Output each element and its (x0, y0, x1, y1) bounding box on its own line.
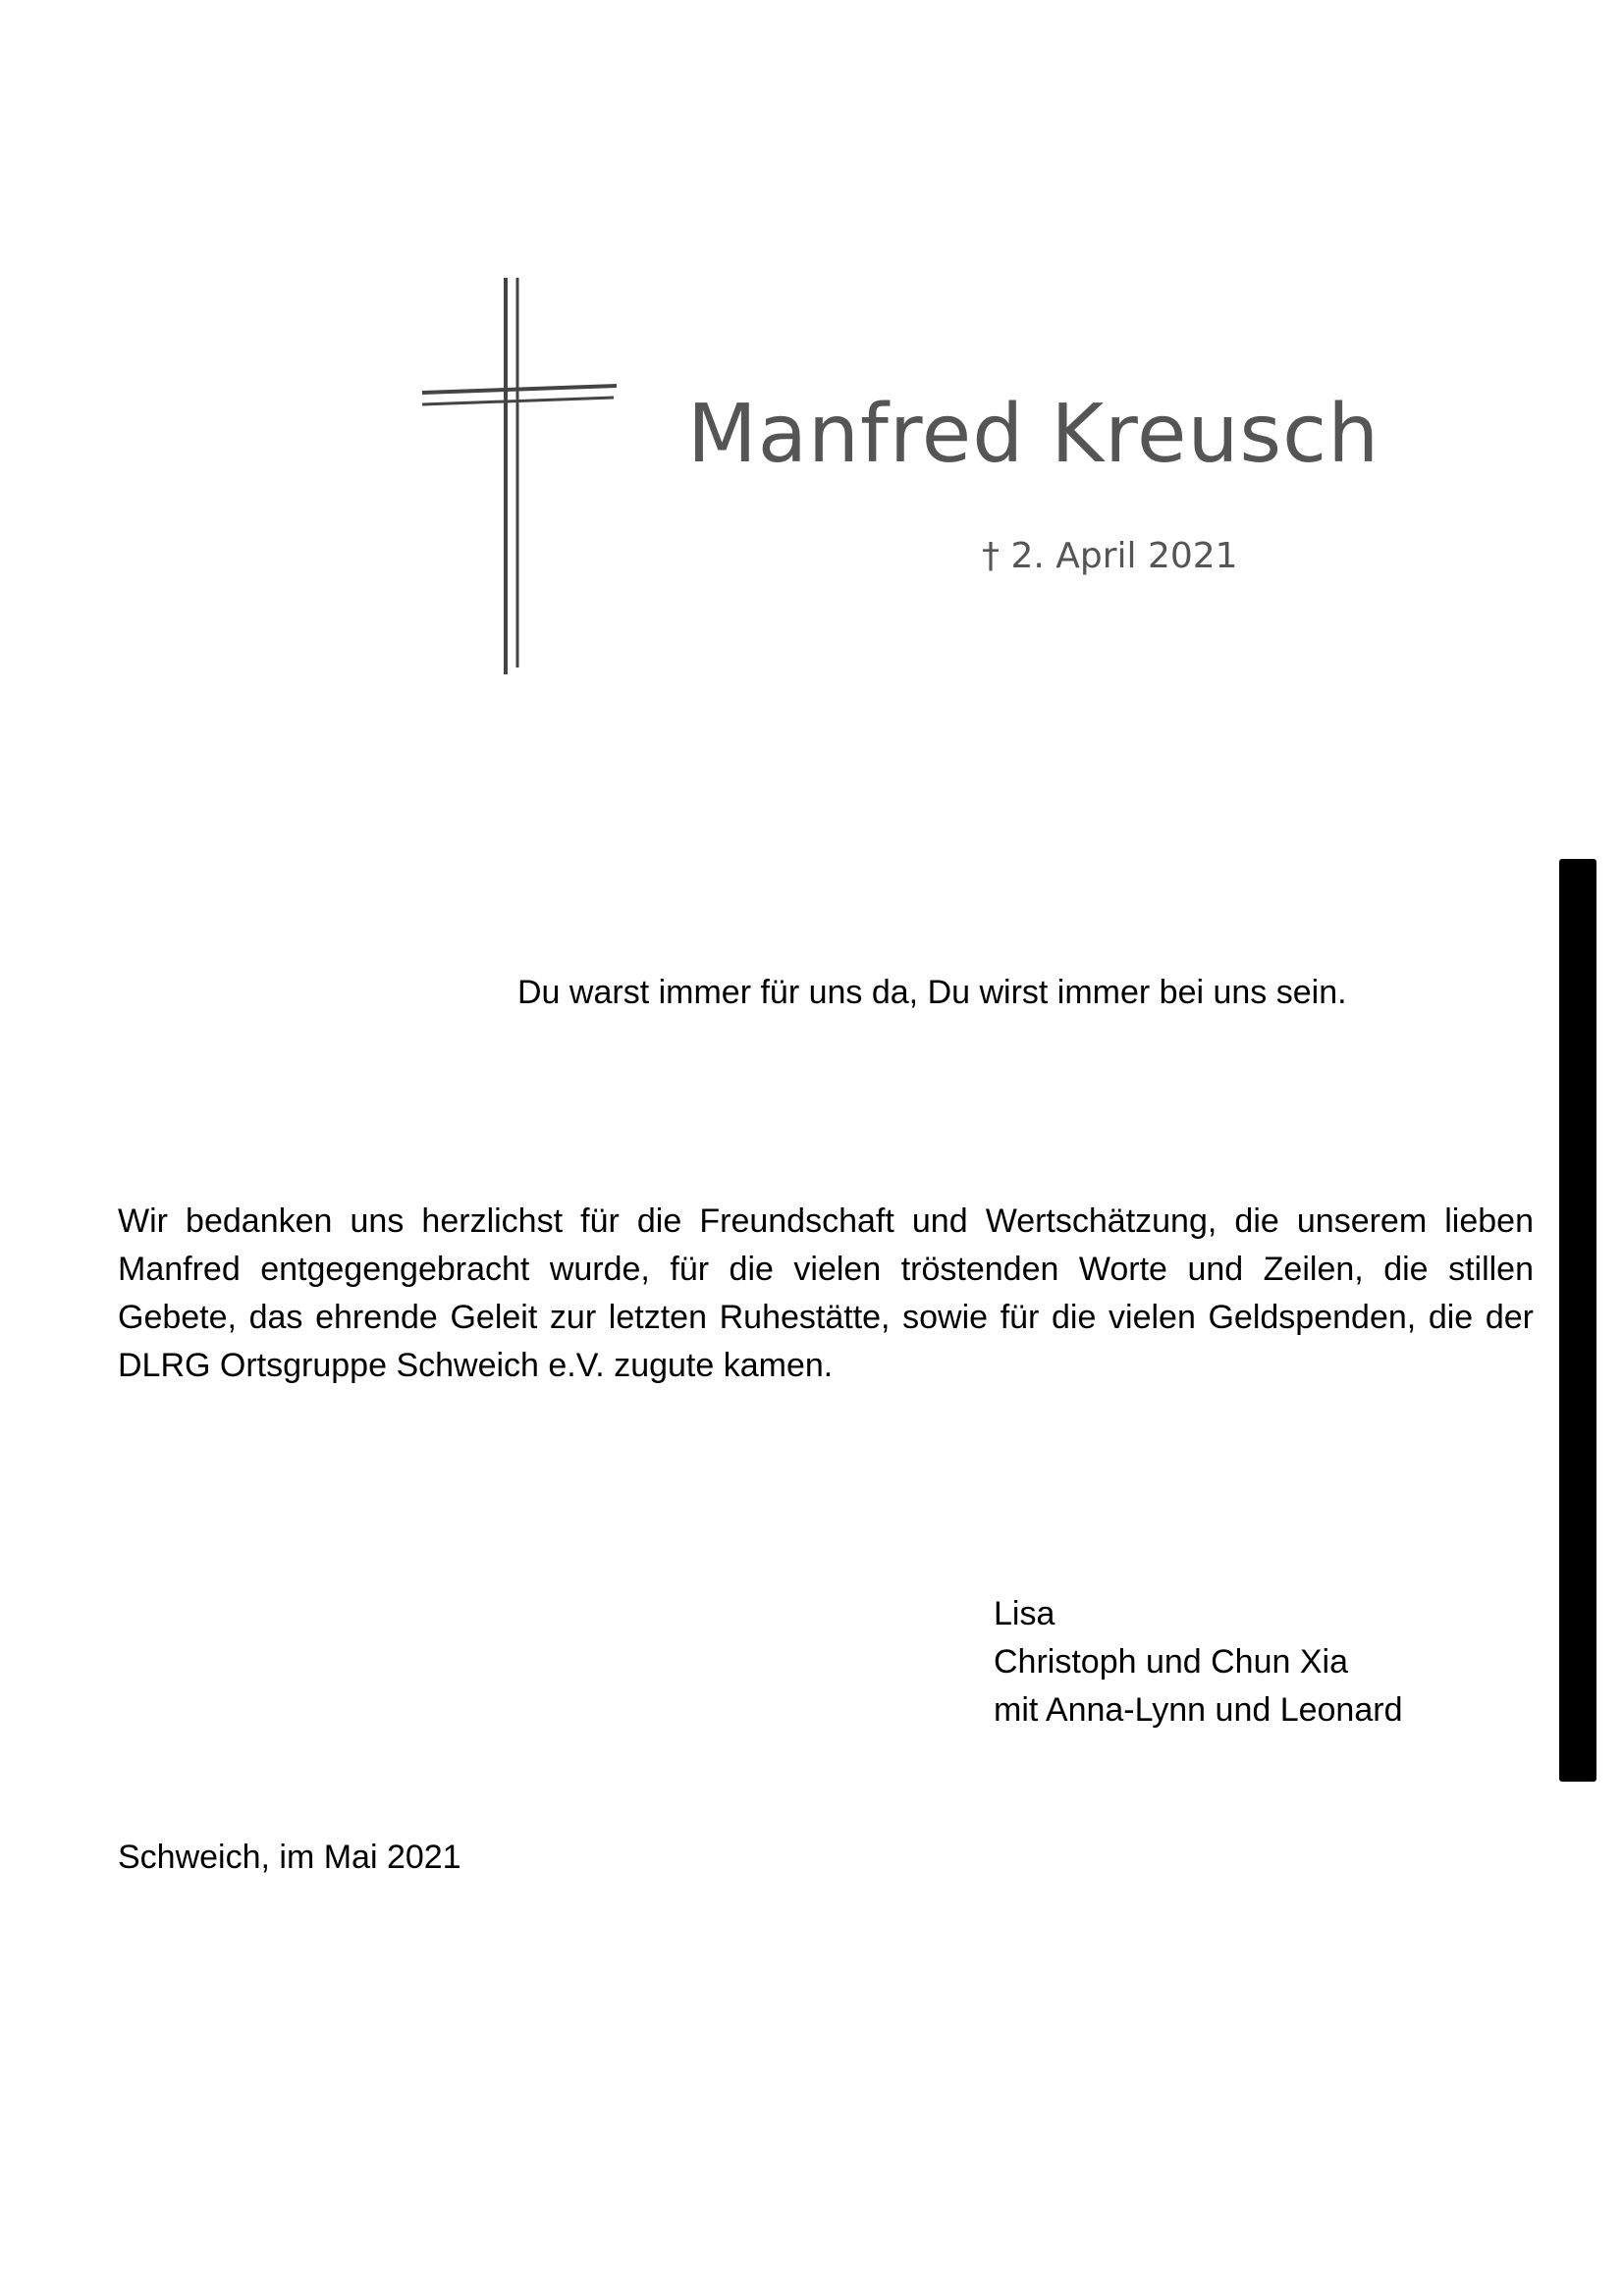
signature-line: Christoph und Chun Xia (994, 1643, 1349, 1681)
signature-line: mit Anna-Lynn und Leonard (994, 1691, 1403, 1729)
black-margin-bar (1559, 859, 1596, 1782)
cross-icon (412, 270, 628, 682)
death-date: † 2. April 2021 (982, 536, 1238, 576)
deceased-name: Manfred Kreusch (687, 388, 1380, 481)
signature-line: Lisa (994, 1595, 1055, 1632)
motto-text: Du warst immer für uns da, Du wirst immer bei uns sein. (517, 974, 1347, 1011)
thanks-paragraph: Wir bedanken uns herzlichst für die Freundschaft und Wertschätzung, die unserem lieben Manfred entgegengebracht wurde, für die vielen tröstenden Worte und Zeilen, die stillen Gebete, das ehrende Geleit zur letzten Ruhestätte, sowie für die vielen Geldspenden, die der DLRG Ortsgruppe Schweich e.V. zugute kamen. (118, 1202, 1534, 1384)
place-date: Schweich, im Mai 2021 (118, 1839, 461, 1876)
signatures-block (994, 1590, 1402, 1735)
